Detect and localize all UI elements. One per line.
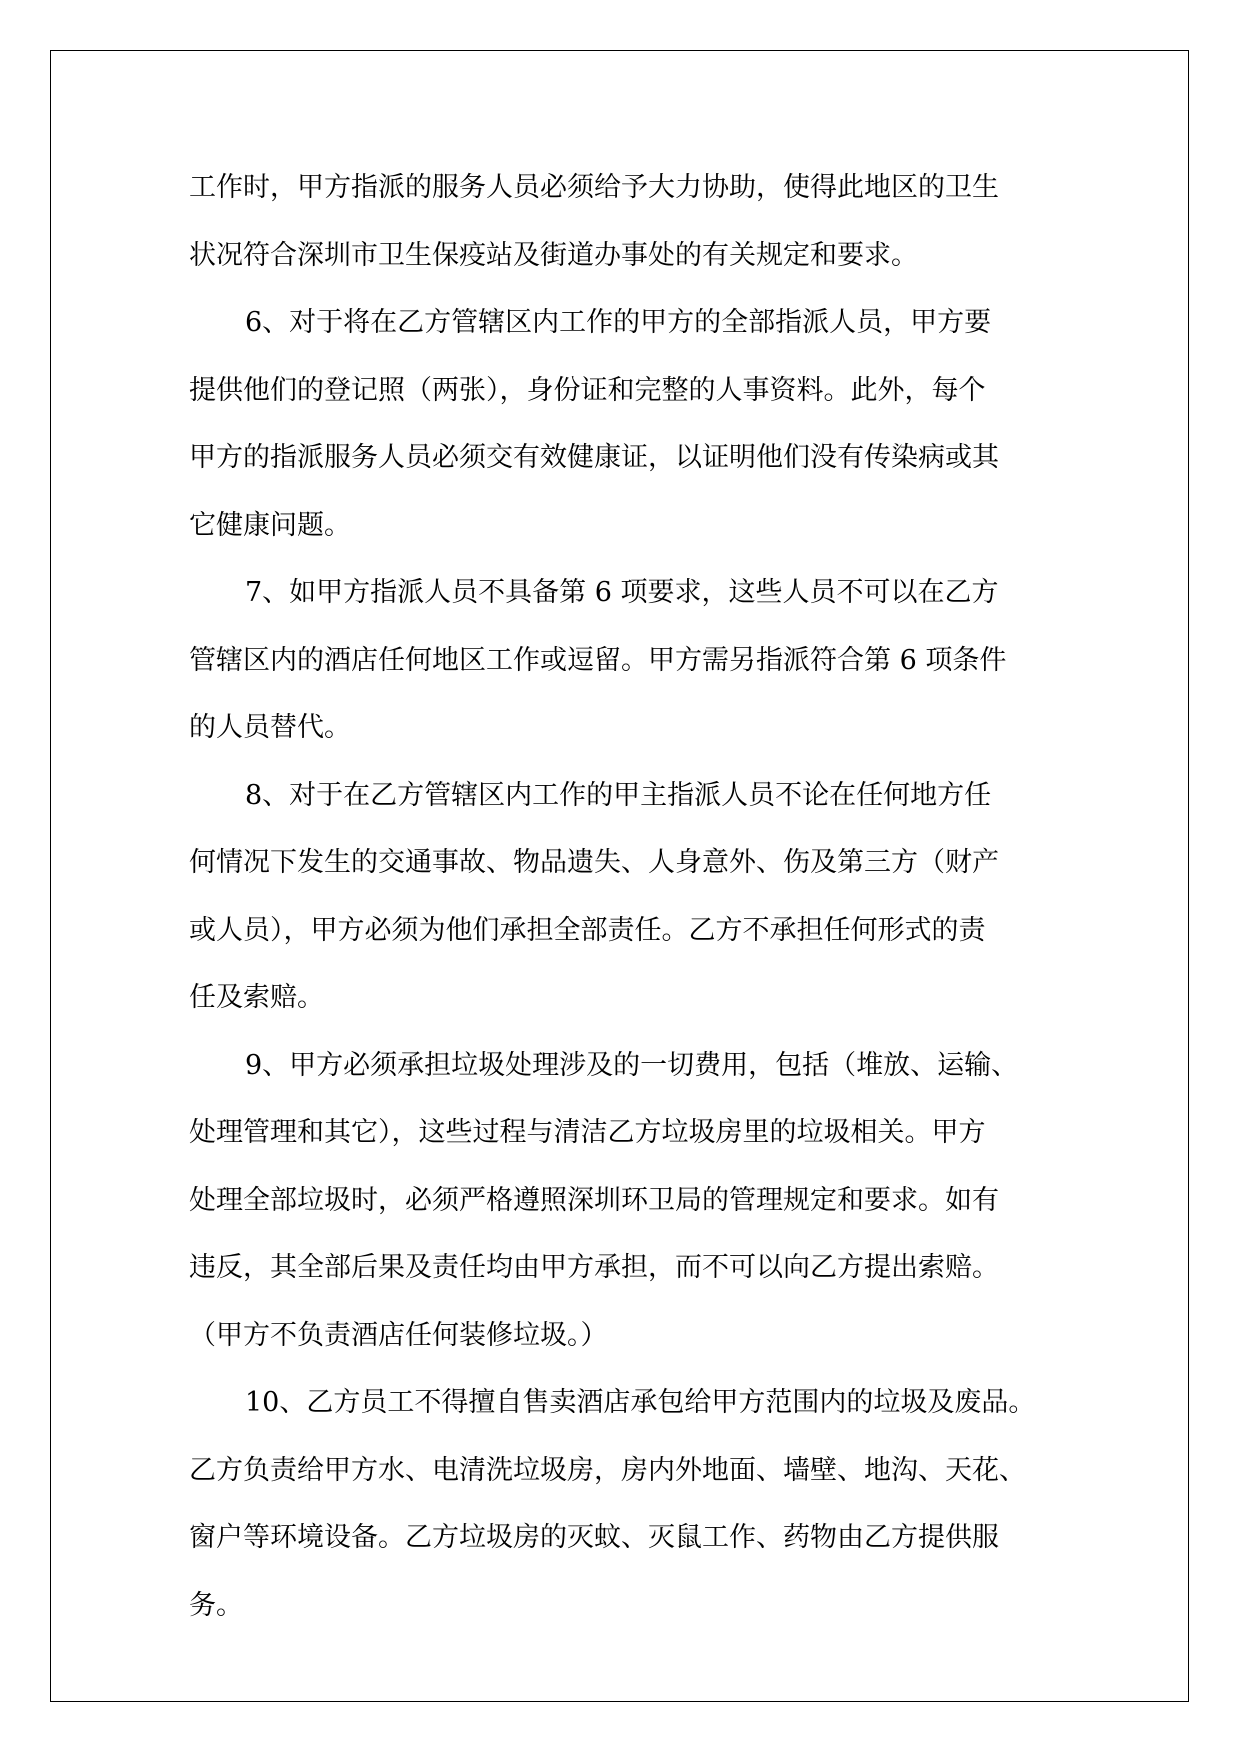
text-line: 何情况下发生的交通事故、物品遗失、人身意外、伤及第三方（财产 xyxy=(189,847,999,878)
text-line: 工作时，甲方指派的服务人员必须给予大力协助，使得此地区的卫生 xyxy=(189,172,999,203)
text-line: 处理管理和其它），这些过程与清洁乙方垃圾房里的垃圾相关。甲方 xyxy=(189,1117,986,1148)
text-line: 任及索赔。 xyxy=(189,982,324,1013)
text-line: 违反，其全部后果及责任均由甲方承担，而不可以向乙方提出索赔。 xyxy=(189,1252,999,1283)
text-line: 8、对于在乙方管辖区内工作的甲主指派人员不论在任何地方任 xyxy=(245,779,992,811)
paragraph-item-7 xyxy=(189,559,1054,762)
text-line: 或人员），甲方必须为他们承担全部责任。乙方不承担任何形式的责 xyxy=(189,914,986,946)
text-line: 的人员替代。 xyxy=(189,712,351,743)
text-line: 务。 xyxy=(189,1589,243,1621)
text-line: 10、乙方员工不得擅自售卖酒店承包给甲方范围内的垃圾及废品。 xyxy=(245,1387,1036,1418)
text-line: 7、如甲方指派人员不具备第 6 项要求，这些人员不可以在乙方 xyxy=(245,577,999,608)
paragraph-item-6 xyxy=(189,289,1054,559)
text-line: 状况符合深圳市卫生保疫站及街道办事处的有关规定和要求。 xyxy=(189,239,918,271)
paragraph-item-10 xyxy=(189,1369,1054,1639)
paragraph-item-8 xyxy=(189,762,1054,1032)
text-line: 6、对于将在乙方管辖区内工作的甲方的全部指派人员，甲方要 xyxy=(245,307,992,338)
paragraph-item-9 xyxy=(189,1032,1054,1370)
text-line: 提供他们的登记照（两张），身份证和完整的人事资料。此外，每个 xyxy=(189,374,986,406)
text-line: 窗户等环境设备。乙方垃圾房的灭蚊、灭鼠工作、药物由乙方提供服 xyxy=(189,1522,999,1553)
text-line: 处理全部垃圾时，必须严格遵照深圳环卫局的管理规定和要求。如有 xyxy=(189,1184,999,1216)
document-body xyxy=(189,154,1054,1639)
text-line: 9、甲方必须承担垃圾处理涉及的一切费用，包括（堆放、运输、 xyxy=(245,1049,1019,1081)
text-line: 乙方负责给甲方水、电清洗垃圾房，房内外地面、墙壁、地沟、天花、 xyxy=(189,1454,1026,1486)
text-line: （甲方不负责酒店任何装修垃圾。） xyxy=(189,1319,608,1351)
text-line: 管辖区内的酒店任何地区工作或逗留。甲方需另指派符合第 6 项条件 xyxy=(189,644,1007,676)
text-line: 甲方的指派服务人员必须交有效健康证，以证明他们没有传染病或其 xyxy=(189,442,999,473)
text-line: 它健康问题。 xyxy=(189,509,351,541)
paragraph-continuation xyxy=(189,154,1054,289)
